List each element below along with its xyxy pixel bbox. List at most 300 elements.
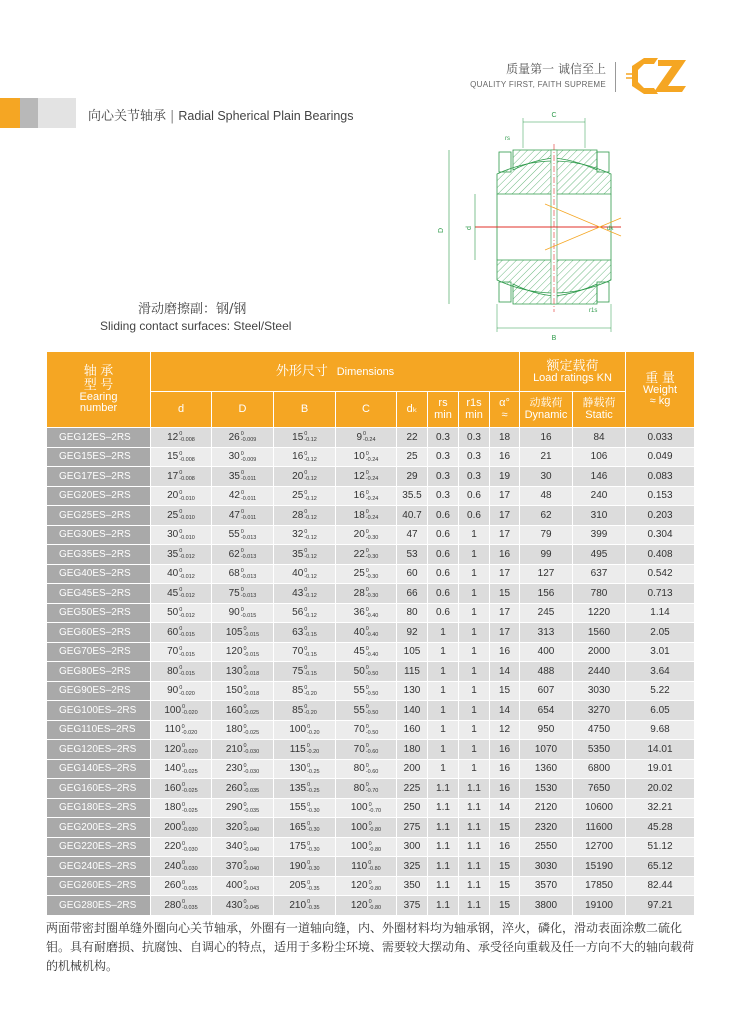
cell-d: 35 0 -0.011 xyxy=(212,467,274,487)
cell-stat: 637 xyxy=(573,564,626,584)
table-row xyxy=(47,642,695,662)
label-rs: rs xyxy=(505,136,510,142)
cell-d: 75 0 -0.013 xyxy=(212,584,274,604)
cell-dk: 80 xyxy=(397,603,428,623)
cell-stat: 15190 xyxy=(573,857,626,877)
table-row xyxy=(47,837,695,857)
cell-model: GEG90ES–2RS xyxy=(47,681,151,701)
cell-d: 90 0 -0.020 xyxy=(151,681,212,701)
cell-b: 85 0 -0.20 xyxy=(274,681,336,701)
table-row xyxy=(47,623,695,643)
cell-d: 230 0 -0.030 xyxy=(212,759,274,779)
sliding-surfaces-note xyxy=(100,298,291,333)
cell-stat: 5350 xyxy=(573,740,626,760)
cell-alpha: 16 xyxy=(490,447,520,467)
cell-weight: 0.203 xyxy=(626,506,695,526)
cell-c: 9 0 -0.24 xyxy=(336,428,397,448)
cell-stat: 12700 xyxy=(573,837,626,857)
cell-rs: 1 xyxy=(428,662,459,682)
header-load-ratings: 额定载荷 Load ratings KN xyxy=(520,352,626,392)
cell-b: 155 0 -0.30 xyxy=(274,798,336,818)
cell-b: 28 0 -0.12 xyxy=(274,506,336,526)
cell-dk: 160 xyxy=(397,720,428,740)
table-row xyxy=(47,447,695,467)
cell-d: 80 0 -0.015 xyxy=(151,662,212,682)
cell-rs: 0.6 xyxy=(428,545,459,565)
cell-rs: 1 xyxy=(428,642,459,662)
cell-c: 20 0 -0.30 xyxy=(336,525,397,545)
cell-rs: 0.6 xyxy=(428,564,459,584)
header-static: 静载荷 Static xyxy=(573,392,626,428)
cell-model: GEG240ES–2RS xyxy=(47,857,151,877)
cell-dk: 300 xyxy=(397,837,428,857)
cell-d: 180 0 -0.025 xyxy=(212,720,274,740)
cell-dk: 375 xyxy=(397,896,428,916)
cell-dyn: 62 xyxy=(520,506,573,526)
cell-d: 140 0 -0.025 xyxy=(151,759,212,779)
cell-alpha: 15 xyxy=(490,857,520,877)
header-model: 轴 承 型 号 Eearing number xyxy=(47,352,151,428)
cell-rs: 0.3 xyxy=(428,486,459,506)
cell-alpha: 17 xyxy=(490,564,520,584)
cell-r1s: 1 xyxy=(459,545,490,565)
cell-c: 18 0 -0.24 xyxy=(336,506,397,526)
cell-alpha: 15 xyxy=(490,818,520,838)
cell-r1s: 0.3 xyxy=(459,447,490,467)
cell-dk: 25 xyxy=(397,447,428,467)
cell-r1s: 1.1 xyxy=(459,837,490,857)
cell-c: 10 0 -0.24 xyxy=(336,447,397,467)
cell-model: GEG80ES–2RS xyxy=(47,662,151,682)
cell-stat: 780 xyxy=(573,584,626,604)
sliding-surfaces-en: Sliding contact surfaces: Steel/Steel xyxy=(100,319,292,333)
header-d: d xyxy=(151,392,212,428)
label-r1s: r1s xyxy=(589,308,598,314)
cell-r1s: 1 xyxy=(459,759,490,779)
cell-model: GEG70ES–2RS xyxy=(47,642,151,662)
cell-r1s: 0.3 xyxy=(459,428,490,448)
cell-dk: 35.5 xyxy=(397,486,428,506)
cell-d: 240 0 -0.030 xyxy=(151,857,212,877)
cell-c: 120 0 -0.80 xyxy=(336,896,397,916)
cell-dk: 350 xyxy=(397,876,428,896)
cell-d: 12 0 -0.008 xyxy=(151,428,212,448)
cell-r1s: 1 xyxy=(459,584,490,604)
cell-weight: 0.153 xyxy=(626,486,695,506)
cell-stat: 19100 xyxy=(573,896,626,916)
cell-weight: 82.44 xyxy=(626,876,695,896)
table-row xyxy=(47,467,695,487)
table-row xyxy=(47,896,695,916)
cell-dk: 130 xyxy=(397,681,428,701)
table-row xyxy=(47,486,695,506)
cell-weight: 0.033 xyxy=(626,428,695,448)
cell-b: 115 0 -0.20 xyxy=(274,740,336,760)
cell-rs: 1.1 xyxy=(428,896,459,916)
cell-weight: 5.22 xyxy=(626,681,695,701)
cell-d: 100 0 -0.020 xyxy=(151,701,212,721)
cell-c: 28 0 -0.30 xyxy=(336,584,397,604)
cell-weight: 3.64 xyxy=(626,662,695,682)
cell-stat: 17850 xyxy=(573,876,626,896)
cell-alpha: 17 xyxy=(490,486,520,506)
cell-r1s: 1 xyxy=(459,603,490,623)
cell-dyn: 48 xyxy=(520,486,573,506)
cell-stat: 3270 xyxy=(573,701,626,721)
cell-rs: 1.1 xyxy=(428,798,459,818)
slogan-divider xyxy=(615,62,616,92)
cell-weight: 0.049 xyxy=(626,447,695,467)
cell-alpha: 15 xyxy=(490,584,520,604)
cell-rs: 0.6 xyxy=(428,525,459,545)
cell-model: GEG140ES–2RS xyxy=(47,759,151,779)
cell-rs: 1.1 xyxy=(428,857,459,877)
cell-c: 70 0 -0.60 xyxy=(336,740,397,760)
cell-alpha: 14 xyxy=(490,798,520,818)
cell-d: 15 0 -0.008 xyxy=(151,447,212,467)
cell-weight: 97.21 xyxy=(626,896,695,916)
cell-dyn: 156 xyxy=(520,584,573,604)
page-title-cn: 向心关节轴承 xyxy=(88,109,167,124)
cell-c: 100 0 -0.80 xyxy=(336,837,397,857)
cell-b: 35 0 -0.12 xyxy=(274,545,336,565)
cell-rs: 1 xyxy=(428,681,459,701)
cell-alpha: 19 xyxy=(490,467,520,487)
cell-weight: 51.12 xyxy=(626,837,695,857)
cell-model: GEG30ES–2RS xyxy=(47,525,151,545)
cell-r1s: 1.1 xyxy=(459,857,490,877)
cell-dyn: 1360 xyxy=(520,759,573,779)
cell-c: 120 0 -0.80 xyxy=(336,876,397,896)
cell-alpha: 16 xyxy=(490,545,520,565)
cell-dyn: 2120 xyxy=(520,798,573,818)
cell-b: 70 0 -0.15 xyxy=(274,642,336,662)
table-row xyxy=(47,506,695,526)
table-row xyxy=(47,584,695,604)
cell-dk: 60 xyxy=(397,564,428,584)
table-row xyxy=(47,525,695,545)
cell-dyn: 30 xyxy=(520,467,573,487)
cell-r1s: 1 xyxy=(459,525,490,545)
cell-r1s: 1 xyxy=(459,740,490,760)
label-b: B xyxy=(551,335,557,342)
page-title xyxy=(88,105,354,124)
cell-c: 100 0 -0.70 xyxy=(336,798,397,818)
cell-alpha: 18 xyxy=(490,428,520,448)
cell-rs: 1.1 xyxy=(428,876,459,896)
cell-weight: 1.14 xyxy=(626,603,695,623)
cell-weight: 9.68 xyxy=(626,720,695,740)
header-alpha: α° ≈ xyxy=(490,392,520,428)
table-row xyxy=(47,720,695,740)
slogan-cn: 质量第一 诚信至上 xyxy=(506,62,606,76)
cell-c: 80 0 -0.70 xyxy=(336,779,397,799)
cell-dk: 53 xyxy=(397,545,428,565)
cell-dk: 140 xyxy=(397,701,428,721)
cell-dyn: 16 xyxy=(520,428,573,448)
header-weight: 重 量 Weight ≈ kg xyxy=(626,352,695,428)
cell-dyn: 950 xyxy=(520,720,573,740)
cell-d: 220 0 -0.030 xyxy=(151,837,212,857)
cell-stat: 11600 xyxy=(573,818,626,838)
cell-model: GEG280ES–2RS xyxy=(47,896,151,916)
cell-b: 63 0 -0.15 xyxy=(274,623,336,643)
cell-model: GEG15ES–2RS xyxy=(47,447,151,467)
cell-weight: 45.28 xyxy=(626,818,695,838)
cell-model: GEG110ES–2RS xyxy=(47,720,151,740)
cell-rs: 1 xyxy=(428,740,459,760)
cell-d: 280 0 -0.035 xyxy=(151,896,212,916)
cell-r1s: 1.1 xyxy=(459,896,490,916)
cell-b: 100 0 -0.20 xyxy=(274,720,336,740)
title-decoration xyxy=(0,98,80,128)
cell-d: 105 0 -0.015 xyxy=(212,623,274,643)
table-row xyxy=(47,798,695,818)
cell-d: 60 0 -0.015 xyxy=(151,623,212,643)
cell-alpha: 12 xyxy=(490,720,520,740)
cell-dyn: 1070 xyxy=(520,740,573,760)
cell-dyn: 400 xyxy=(520,642,573,662)
cell-weight: 6.05 xyxy=(626,701,695,721)
cell-alpha: 17 xyxy=(490,623,520,643)
cell-alpha: 17 xyxy=(490,506,520,526)
cell-alpha: 15 xyxy=(490,876,520,896)
cell-r1s: 1.1 xyxy=(459,798,490,818)
cell-b: 75 0 -0.15 xyxy=(274,662,336,682)
cell-rs: 1 xyxy=(428,623,459,643)
cell-dyn: 2320 xyxy=(520,818,573,838)
cell-d: 17 0 -0.008 xyxy=(151,467,212,487)
cell-stat: 4750 xyxy=(573,720,626,740)
label-big-d: D xyxy=(438,227,445,233)
cell-dk: 22 xyxy=(397,428,428,448)
cell-r1s: 0.3 xyxy=(459,467,490,487)
cell-stat: 146 xyxy=(573,467,626,487)
cell-b: 56 0 -0.12 xyxy=(274,603,336,623)
cell-weight: 14.01 xyxy=(626,740,695,760)
cell-r1s: 0.6 xyxy=(459,506,490,526)
cell-dyn: 2550 xyxy=(520,837,573,857)
cell-rs: 1.1 xyxy=(428,818,459,838)
cell-rs: 0.3 xyxy=(428,447,459,467)
cell-c: 80 0 -0.60 xyxy=(336,759,397,779)
cell-model: GEG60ES–2RS xyxy=(47,623,151,643)
cell-d: 55 0 -0.013 xyxy=(212,525,274,545)
bearing-cross-section-drawing xyxy=(435,108,635,343)
cell-b: 43 0 -0.12 xyxy=(274,584,336,604)
cell-c: 16 0 -0.24 xyxy=(336,486,397,506)
cell-dk: 275 xyxy=(397,818,428,838)
page-title-separator: | xyxy=(170,109,175,124)
cell-dk: 250 xyxy=(397,798,428,818)
cell-d: 210 0 -0.030 xyxy=(212,740,274,760)
cell-c: 70 0 -0.50 xyxy=(336,720,397,740)
cell-d: 290 0 -0.035 xyxy=(212,798,274,818)
cell-d: 110 0 -0.020 xyxy=(151,720,212,740)
cell-dyn: 3800 xyxy=(520,896,573,916)
cell-dk: 29 xyxy=(397,467,428,487)
cell-alpha: 14 xyxy=(490,662,520,682)
cell-model: GEG25ES–2RS xyxy=(47,506,151,526)
cell-stat: 399 xyxy=(573,525,626,545)
brand-header xyxy=(464,60,694,100)
cell-d: 25 0 -0.010 xyxy=(151,506,212,526)
cell-weight: 19.01 xyxy=(626,759,695,779)
cell-d: 20 0 -0.010 xyxy=(151,486,212,506)
cell-weight: 0.083 xyxy=(626,467,695,487)
cell-d: 260 0 -0.035 xyxy=(212,779,274,799)
cell-alpha: 15 xyxy=(490,896,520,916)
cell-b: 25 0 -0.12 xyxy=(274,486,336,506)
cell-c: 25 0 -0.30 xyxy=(336,564,397,584)
cell-d: 260 0 -0.035 xyxy=(151,876,212,896)
cell-c: 55 0 -0.50 xyxy=(336,681,397,701)
cell-alpha: 16 xyxy=(490,837,520,857)
label-dk: dk xyxy=(607,226,614,232)
cell-d: 430 0 -0.045 xyxy=(212,896,274,916)
cell-dk: 325 xyxy=(397,857,428,877)
cell-alpha: 14 xyxy=(490,701,520,721)
cell-rs: 0.6 xyxy=(428,506,459,526)
cell-d: 30 0 -0.010 xyxy=(151,525,212,545)
cell-d: 68 0 -0.013 xyxy=(212,564,274,584)
cell-stat: 495 xyxy=(573,545,626,565)
cell-r1s: 1 xyxy=(459,662,490,682)
cell-d: 50 0 -0.012 xyxy=(151,603,212,623)
cell-d: 370 0 -0.040 xyxy=(212,857,274,877)
cell-rs: 0.3 xyxy=(428,467,459,487)
cell-dk: 40.7 xyxy=(397,506,428,526)
header-rs: rs min xyxy=(428,392,459,428)
cell-model: GEG160ES–2RS xyxy=(47,779,151,799)
cell-b: 165 0 -0.30 xyxy=(274,818,336,838)
page-title-en: Radial Spherical Plain Bearings xyxy=(178,109,354,123)
cell-model: GEG40ES–2RS xyxy=(47,564,151,584)
cell-stat: 2000 xyxy=(573,642,626,662)
cell-dk: 200 xyxy=(397,759,428,779)
table-row xyxy=(47,428,695,448)
cell-d: 90 0 -0.015 xyxy=(212,603,274,623)
cell-model: GEG220ES–2RS xyxy=(47,837,151,857)
cell-stat: 310 xyxy=(573,506,626,526)
table-row xyxy=(47,603,695,623)
cell-rs: 0.6 xyxy=(428,584,459,604)
cell-c: 45 0 -0.40 xyxy=(336,642,397,662)
cell-alpha: 15 xyxy=(490,681,520,701)
cell-d: 42 0 -0.011 xyxy=(212,486,274,506)
product-description: 两面带密封圈单缝外圈向心关节轴承，外圈有一道轴向缝，内、外圈材料均为轴承钢，淬火，磷化，滑动表面涂敷二硫化钼。具有耐磨损、抗腐蚀、自调心的特点，适用于多粉尘环境、需要较大摆动角、承受径向重载及任一方向不大的轴向载荷的机械机构。 xyxy=(46,921,695,973)
cell-dk: 66 xyxy=(397,584,428,604)
cell-alpha: 16 xyxy=(490,779,520,799)
cell-d: 26 0 -0.009 xyxy=(212,428,274,448)
header-dimensions: 外形尺寸 Dimensions xyxy=(151,352,520,392)
cell-weight: 3.01 xyxy=(626,642,695,662)
cell-dk: 225 xyxy=(397,779,428,799)
cell-alpha: 16 xyxy=(490,740,520,760)
cell-d: 400 0 -0.043 xyxy=(212,876,274,896)
cell-stat: 106 xyxy=(573,447,626,467)
cell-b: 85 0 -0.20 xyxy=(274,701,336,721)
cell-dk: 47 xyxy=(397,525,428,545)
cell-d: 62 0 -0.013 xyxy=(212,545,274,565)
cell-d: 150 0 -0.018 xyxy=(212,681,274,701)
cell-d: 160 0 -0.025 xyxy=(151,779,212,799)
cell-stat: 1560 xyxy=(573,623,626,643)
cell-weight: 0.713 xyxy=(626,584,695,604)
cell-r1s: 1 xyxy=(459,564,490,584)
company-logo xyxy=(624,52,694,100)
cell-stat: 3030 xyxy=(573,681,626,701)
cell-weight: 65.12 xyxy=(626,857,695,877)
cell-d: 200 0 -0.030 xyxy=(151,818,212,838)
table-row xyxy=(47,740,695,760)
cell-r1s: 1 xyxy=(459,701,490,721)
cell-alpha: 16 xyxy=(490,759,520,779)
sliding-surfaces-cn: 滑动磨擦副：钢/钢 xyxy=(138,302,247,317)
cell-rs: 1 xyxy=(428,720,459,740)
cell-d: 30 0 -0.009 xyxy=(212,447,274,467)
cell-dk: 180 xyxy=(397,740,428,760)
cell-b: 190 0 -0.30 xyxy=(274,857,336,877)
cell-c: 36 0 -0.40 xyxy=(336,603,397,623)
cell-dyn: 3030 xyxy=(520,857,573,877)
cell-model: GEG35ES–2RS xyxy=(47,545,151,565)
table-row xyxy=(47,662,695,682)
cell-dyn: 488 xyxy=(520,662,573,682)
cell-stat: 240 xyxy=(573,486,626,506)
cell-dyn: 21 xyxy=(520,447,573,467)
cell-b: 175 0 -0.30 xyxy=(274,837,336,857)
cell-dyn: 607 xyxy=(520,681,573,701)
cell-rs: 1 xyxy=(428,759,459,779)
header-r1s: r1s min xyxy=(459,392,490,428)
cell-rs: 0.6 xyxy=(428,603,459,623)
cell-d: 35 0 -0.012 xyxy=(151,545,212,565)
cell-alpha: 16 xyxy=(490,642,520,662)
cell-dyn: 3570 xyxy=(520,876,573,896)
cell-model: GEG50ES–2RS xyxy=(47,603,151,623)
table-row xyxy=(47,545,695,565)
cell-c: 100 0 -0.80 xyxy=(336,818,397,838)
cell-stat: 2440 xyxy=(573,662,626,682)
label-small-d: d xyxy=(466,226,473,230)
cell-r1s: 0.6 xyxy=(459,486,490,506)
cell-stat: 6800 xyxy=(573,759,626,779)
cell-alpha: 17 xyxy=(490,525,520,545)
cell-stat: 7650 xyxy=(573,779,626,799)
cell-d: 70 0 -0.015 xyxy=(151,642,212,662)
cell-rs: 1.1 xyxy=(428,837,459,857)
cell-r1s: 1 xyxy=(459,642,490,662)
cell-r1s: 1 xyxy=(459,681,490,701)
cell-dyn: 654 xyxy=(520,701,573,721)
cell-d: 320 0 -0.040 xyxy=(212,818,274,838)
cell-d: 45 0 -0.012 xyxy=(151,584,212,604)
table-row xyxy=(47,701,695,721)
table-row xyxy=(47,564,695,584)
cell-c: 50 0 -0.50 xyxy=(336,662,397,682)
cell-dyn: 245 xyxy=(520,603,573,623)
header-c: C xyxy=(336,392,397,428)
cell-model: GEG200ES–2RS xyxy=(47,818,151,838)
slogan-en: QUALITY FIRST, FAITH SUPREME xyxy=(470,80,606,89)
cell-c: 12 0 -0.24 xyxy=(336,467,397,487)
header-dynamic: 动载荷 Dynamic xyxy=(520,392,573,428)
spec-table-body xyxy=(47,428,695,916)
bearing-spec-table xyxy=(46,351,695,916)
cell-r1s: 1 xyxy=(459,720,490,740)
cell-weight: 2.05 xyxy=(626,623,695,643)
